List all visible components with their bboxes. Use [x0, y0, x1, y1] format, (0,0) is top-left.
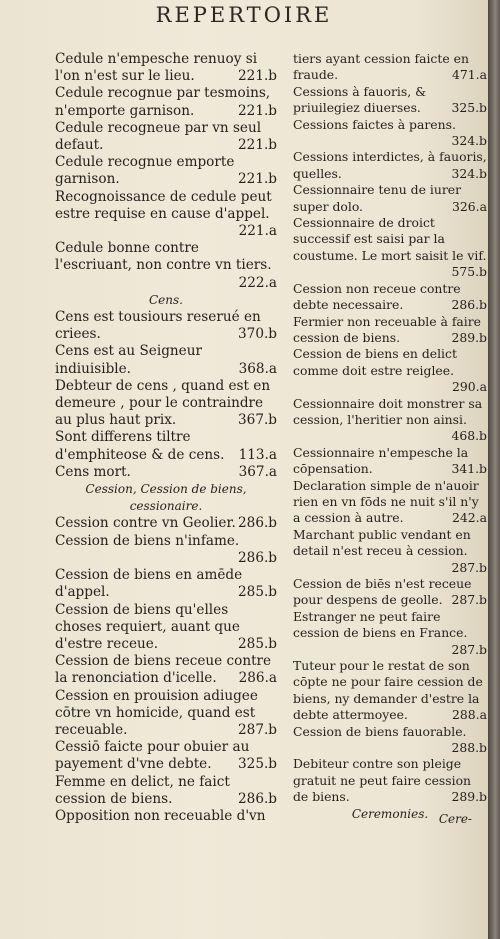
- entry-page-ref: 285.b: [238, 584, 277, 601]
- entry-page-ref: 468.b: [451, 428, 487, 444]
- index-entry: [293, 314, 487, 347]
- index-entry: [55, 309, 277, 343]
- entry-text: Estranger ne peut faire cession de biens en France.: [293, 608, 468, 641]
- section-heading: Ceremonies.: [351, 806, 429, 821]
- entry-text: Cens est tousiours reserué en criees.: [55, 309, 261, 343]
- entry-page-ref: 287.b: [451, 559, 487, 575]
- entry-page-ref: 221.b: [238, 68, 277, 85]
- entry-page-ref: 286.b: [238, 549, 277, 566]
- index-entry: [55, 343, 277, 377]
- index-entry: [293, 84, 487, 117]
- entry-text: Cens est au Seigneur indiuisible.: [55, 343, 202, 377]
- index-entry: [293, 609, 487, 658]
- entry-text: Cedule recogneue par vn seul defaut.: [55, 119, 262, 154]
- entry-text: Cedule n'empesche renuoy si l'on n'est sur le lieu.: [55, 51, 258, 85]
- entry-text: Cedule recognue par tesmoins, n'emporte garnison.: [55, 85, 271, 119]
- left-column: [55, 51, 277, 825]
- index-entry: [55, 85, 277, 119]
- entry-text: Debiteur contre son pleige gratuit ne peut faire cession de biens.: [293, 756, 472, 805]
- index-entry: [55, 688, 277, 740]
- index-entry: [293, 527, 487, 576]
- index-entry: [55, 464, 277, 481]
- entry-text: Cens mort.: [55, 463, 131, 480]
- index-entry: [55, 120, 277, 154]
- index-entry: [293, 215, 487, 281]
- entry-text: Opposition non receuable d'vn: [55, 807, 266, 824]
- entry-page-ref: 289.b: [451, 329, 487, 345]
- entry-text: Cession de biens n'infame.: [55, 532, 240, 549]
- index-entry: [55, 774, 277, 808]
- entry-page-ref: 575.b: [451, 264, 487, 280]
- entry-text: Cession de biens en amēde d'appel.: [55, 567, 243, 601]
- entry-page-ref: 242.a: [452, 510, 487, 526]
- index-entry: [55, 240, 277, 292]
- entry-text: Cessionnaire n'empesche la cōpensation.: [293, 444, 469, 477]
- entry-text: Cessionnaire doit monstrer sa cession, l'heritier non ainsi.: [293, 395, 483, 427]
- entry-text: Marchant public vendant en detail n'est receu à cession.: [293, 526, 471, 559]
- entry-page-ref: 286.b: [238, 515, 277, 532]
- entry-page-ref: 325.b: [451, 100, 487, 116]
- entry-text: tiers ayant cession faicte en fraude.: [293, 51, 469, 83]
- entry-text: Declaration simple de n'auoir rien en vn fōds ne nuit s'il n'y a cession à autre.: [293, 477, 479, 526]
- entry-text: Tuteur pour le restat de son cōpte ne pour faire cession de biens, ny demander d'estre la debte attermoyee.: [293, 658, 483, 723]
- entry-text: Cessiō faicte pour obuier au payement d'vne debte.: [55, 739, 250, 773]
- entry-text: Cession de biens en delict comme doit estre reiglee.: [293, 346, 457, 378]
- index-entry: [293, 445, 487, 478]
- index-entry: [293, 281, 487, 314]
- index-entry: [293, 576, 487, 609]
- entry-text: Cession contre vn Geolier.: [55, 515, 236, 532]
- section-heading: Cession, Cession de biens, cessionaire.: [85, 482, 247, 514]
- entry-text: Cession de biens qu'elles choses requiert, auant que d'estre receue.: [55, 601, 240, 652]
- entry-text: Cessions à fauoris, & priuilegiez diuerses.: [293, 83, 427, 116]
- entry-page-ref: 287.b: [451, 592, 487, 608]
- index-entry: [293, 478, 487, 527]
- section-heading: Cens.: [149, 292, 183, 307]
- index-entry: [293, 724, 487, 757]
- index-entry: [293, 51, 487, 84]
- index-entry: [55, 515, 277, 532]
- index-entry: [55, 533, 277, 567]
- entry-page-ref: 288.a: [452, 707, 487, 723]
- entry-text: Cessions interdictes, à fauoris, quelles.: [293, 149, 487, 181]
- index-entry: [55, 189, 277, 241]
- entry-text: Fermier non receuable à faire cession de biens.: [293, 313, 482, 345]
- entry-page-ref: 221.b: [238, 171, 277, 188]
- index-entry: [55, 429, 277, 463]
- entry-page-ref: 221.a: [238, 223, 277, 240]
- entry-page-ref: 222.a: [238, 274, 277, 291]
- entry-page-ref: 471.a: [452, 67, 487, 83]
- index-entry: [293, 756, 487, 805]
- entry-page-ref: 287.b: [451, 641, 487, 657]
- entry-page-ref: 221.b: [238, 102, 277, 119]
- entry-text: Cession en prouision adiugee cōtre vn homicide, quand est receuable.: [55, 687, 258, 738]
- entry-page-ref: 326.a: [452, 198, 487, 214]
- entry-page-ref: 286.b: [238, 790, 277, 807]
- entry-page-ref: 285.b: [238, 635, 277, 652]
- entry-page-ref: 370.b: [238, 326, 277, 343]
- index-entry: [55, 567, 277, 601]
- entry-text: Cession de biens fauorable.: [293, 723, 467, 739]
- entry-page-ref: 368.a: [238, 360, 277, 377]
- right-column: [293, 51, 487, 822]
- index-entry: [55, 739, 277, 773]
- index-entry: [55, 808, 277, 825]
- catchword: Cere-: [438, 812, 472, 826]
- index-entry: [55, 653, 277, 687]
- entry-text: Cessionnaire tenu de iurer super dolo.: [293, 182, 461, 214]
- index-entry: [293, 117, 487, 150]
- entry-page-ref: 341.b: [451, 461, 487, 477]
- entry-page-ref: 325.b: [238, 756, 277, 773]
- entry-page-ref: 286.a: [238, 670, 277, 687]
- index-entry: [55, 378, 277, 430]
- entry-page-ref: 286.b: [451, 297, 487, 313]
- entry-text: Cession non receue contre debte necessaire.: [293, 280, 461, 313]
- index-entry: [55, 51, 277, 85]
- entry-page-ref: 113.a: [238, 446, 277, 463]
- entry-text: Cedule bonne contre l'escriuant, non contre vn tiers.: [55, 240, 272, 274]
- page-edge: [488, 0, 500, 939]
- entry-text: Cession de biens receue contre la renonciation d'icelle.: [55, 653, 272, 687]
- entry-text: Cedule recognue emporte garnison.: [55, 154, 235, 188]
- index-entry: [293, 346, 487, 395]
- entry-text: Cession de biēs n'est receue pour despens de geolle.: [293, 576, 472, 608]
- index-entry: [55, 602, 277, 654]
- index-entry: [293, 182, 487, 215]
- entry-page-ref: 324.b: [451, 165, 487, 181]
- entry-page-ref: 367.b: [238, 412, 277, 429]
- index-entry: [293, 396, 487, 445]
- entry-page-ref: 367.a: [238, 463, 277, 480]
- entry-page-ref: 290.a: [452, 379, 487, 395]
- entry-text: Femme en delict, ne faict cession de biens.: [55, 773, 230, 807]
- entry-text: Recognoissance de cedule peut estre requise en cause d'appel.: [55, 188, 272, 222]
- entry-page-ref: 289.b: [451, 789, 487, 805]
- entry-page-ref: 324.b: [451, 133, 487, 149]
- entry-text: Sont differens tiltre d'emphiteose & de cens.: [55, 429, 225, 463]
- index-entry: [293, 149, 487, 182]
- entry-page-ref: 287.b: [238, 721, 277, 738]
- entry-page-ref: 288.b: [451, 740, 487, 756]
- entry-text: Cessionnaire de droict successif est saisi par la coustume. Le mort saisit le vif.: [293, 215, 487, 263]
- page-header: REPERTOIRE: [155, 3, 333, 27]
- entry-page-ref: 221.b: [238, 137, 277, 154]
- entry-text: Cessions faictes à parens.: [293, 116, 456, 132]
- entry-text: Debteur de cens , quand est en demeure , pour le contraindre au plus haut prix.: [55, 377, 271, 429]
- index-entry: [55, 154, 277, 188]
- index-entry: [293, 658, 487, 724]
